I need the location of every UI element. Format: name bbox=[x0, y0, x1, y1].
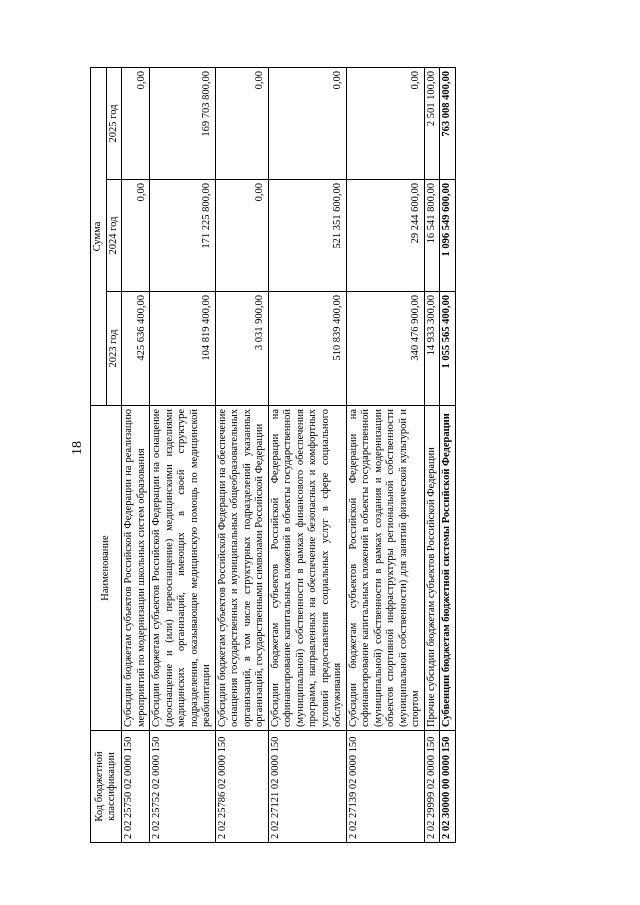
header-year-2024: 2024 год bbox=[106, 180, 122, 292]
header-code: Код бюджетной классификации bbox=[91, 731, 122, 843]
row-code: 2 02 25750 02 0000 150 bbox=[122, 731, 150, 843]
table-row bbox=[424, 67, 440, 842]
page-number: 18 bbox=[70, 441, 85, 455]
row-value-2025: 0,00 bbox=[268, 67, 346, 179]
header-name: Наименование bbox=[91, 406, 122, 731]
row-name: Субсидии бюджетам субъектов Российской Федерации на обеспечение оснащения государственных и муниципальных общеобразовательных организаций, в том числе структурных подразделений указанных организаций, государственными символами Российской Федерации bbox=[215, 406, 268, 731]
table-row bbox=[122, 67, 150, 842]
row-code: 2 02 25752 02 0000 150 bbox=[150, 731, 216, 843]
table-row bbox=[268, 67, 346, 842]
table-row bbox=[440, 67, 456, 842]
row-value-2023: 104 819 400,00 bbox=[150, 292, 216, 406]
row-value-2025: 763 008 400,00 bbox=[440, 67, 456, 179]
table-body bbox=[122, 67, 456, 842]
row-value-2023: 3 031 900,00 bbox=[215, 292, 268, 406]
header-sum: Сумма bbox=[91, 67, 107, 405]
row-value-2023: 1 055 565 400,00 bbox=[440, 292, 456, 406]
row-name: Субвенции бюджетам бюджетной системы Российской Федерации bbox=[440, 406, 456, 731]
row-name: Субсидии бюджетам субъектов Российской Федерации на оснащение (дооснащение и (или) переоснащение) медицинскими изделиями медицинских организаций, имеющих в своей структуре подразделения, оказывающие медицинскую помощь по медицинской реабилитации bbox=[150, 406, 216, 731]
row-value-2024: 16 541 800,00 bbox=[424, 180, 440, 292]
row-value-2024: 521 351 600,00 bbox=[268, 180, 346, 292]
row-value-2023: 425 636 400,00 bbox=[122, 292, 150, 406]
row-code: 2 02 30000 00 0000 150 bbox=[440, 731, 456, 843]
row-code: 2 02 27121 02 0000 150 bbox=[268, 731, 346, 843]
row-value-2024: 1 096 549 600,00 bbox=[440, 180, 456, 292]
row-value-2025: 0,00 bbox=[215, 67, 268, 179]
row-value-2023: 510 839 400,00 bbox=[268, 292, 346, 406]
row-value-2024: 0,00 bbox=[215, 180, 268, 292]
row-name: Прочие субсидии бюджетам субъектов Российской Федерации bbox=[424, 406, 440, 731]
budget-table bbox=[90, 67, 456, 843]
row-value-2025: 2 501 100,00 bbox=[424, 67, 440, 179]
header-year-2023: 2023 год bbox=[106, 292, 122, 406]
row-value-2025: 0,00 bbox=[346, 67, 424, 179]
row-value-2023: 340 476 900,00 bbox=[346, 292, 424, 406]
row-value-2024: 29 244 600,00 bbox=[346, 180, 424, 292]
row-name: Субсидии бюджетам субъектов Российской Федерации на софинансирование капитальных вложений в объекты государственной (муниципальной) собственности в рамках финансового обеспечения программ, направленных на обеспечение безопасных и комфортных условий предоставления социальных услуг в сфере социального обслуживания bbox=[268, 406, 346, 731]
row-value-2024: 171 225 800,00 bbox=[150, 180, 216, 292]
row-code: 2 02 27139 02 0000 150 bbox=[346, 731, 424, 843]
row-code: 2 02 25786 02 0000 150 bbox=[215, 731, 268, 843]
table-row bbox=[150, 67, 216, 842]
row-value-2025: 0,00 bbox=[122, 67, 150, 179]
row-name: Субсидии бюджетам субъектов Российской Федерации на реализацию мероприятий по модернизации школьных систем образования bbox=[122, 406, 150, 731]
row-value-2024: 0,00 bbox=[122, 180, 150, 292]
row-value-2023: 14 933 300,00 bbox=[424, 292, 440, 406]
table-row bbox=[215, 67, 268, 842]
table-row bbox=[346, 67, 424, 842]
row-value-2025: 169 703 800,00 bbox=[150, 67, 216, 179]
header-year-2025: 2025 год bbox=[106, 67, 122, 179]
row-name: Субсидии бюджетам субъектов Российской Федерации на софинансирование капитальных вложений в объекты государственной (муниципальной) собственности в рамках создания и модернизации объектов спортивной инфраструктуры региональной собственности (муниципальной собственности) для занятий физической культурой и спортом bbox=[346, 406, 424, 731]
rotated-table-wrapper bbox=[90, 68, 540, 843]
row-code: 2 02 29999 02 0000 150 bbox=[424, 731, 440, 843]
